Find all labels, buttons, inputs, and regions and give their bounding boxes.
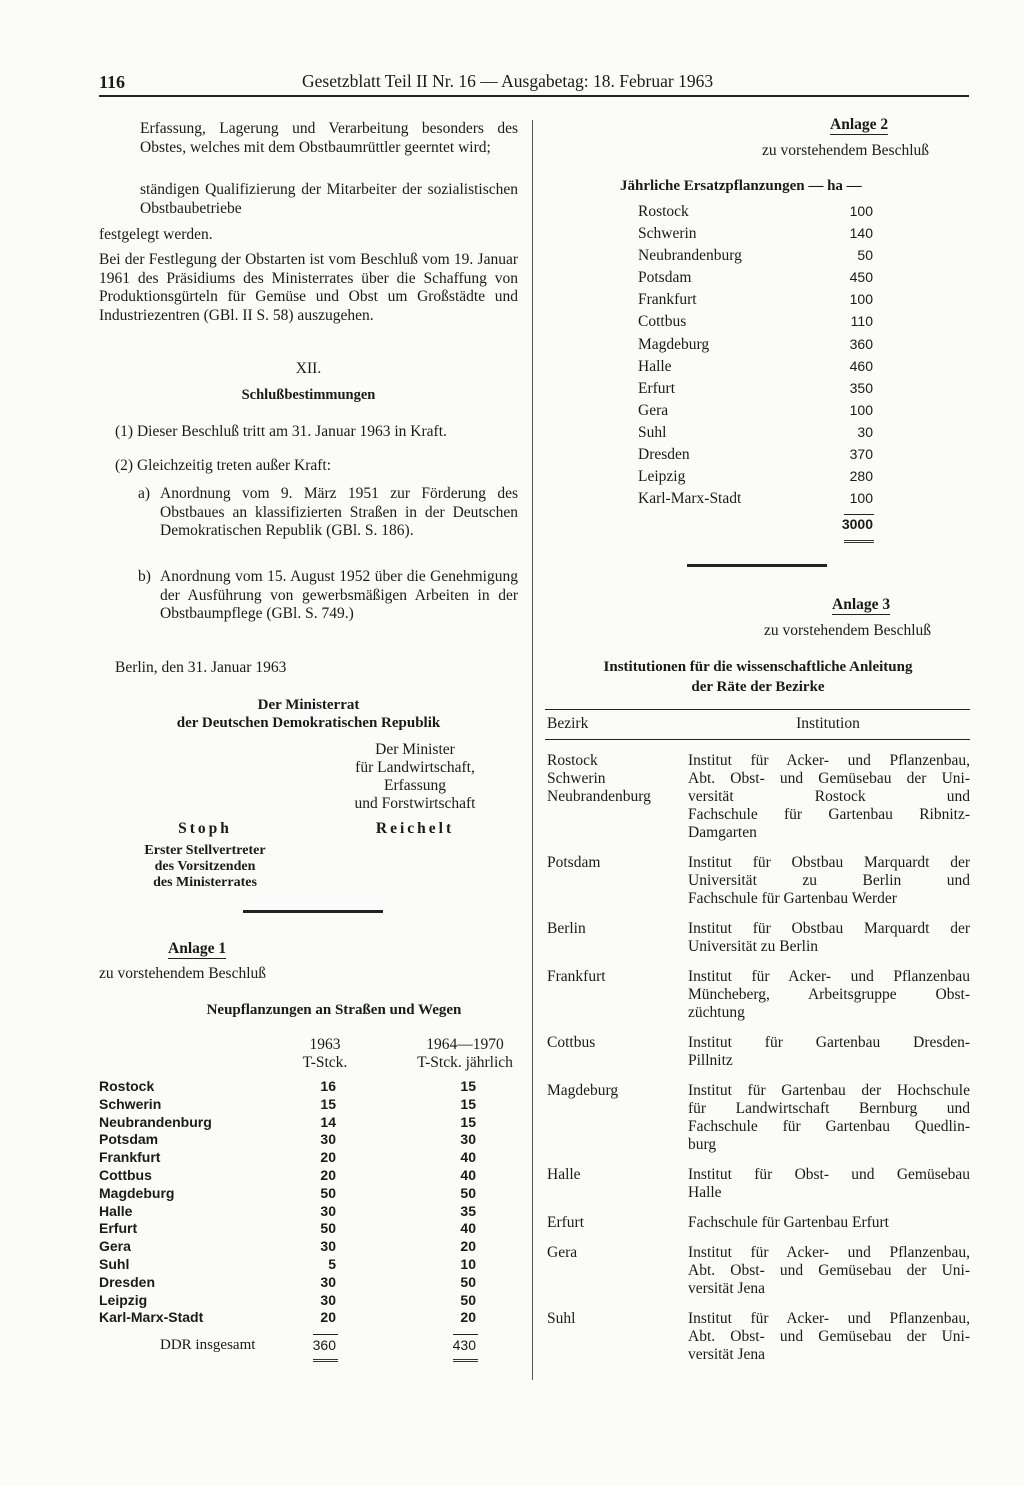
district-name: Halle [99, 1202, 133, 1219]
page-number: 116 [99, 72, 126, 92]
anlage3-heading [548, 657, 968, 697]
institution-line: Fachschule für Gartenbau Werder [688, 890, 897, 907]
institution-line: Fachschule für Gartenbau Quedlin- [688, 1118, 970, 1135]
district-name: Rostock [99, 1078, 155, 1094]
institution-line: Institut für Gartenbau Dresden- [688, 1034, 970, 1051]
bezirk-cell [547, 752, 682, 806]
value-1964-1970: 50 [460, 1184, 476, 1201]
anlage2-heading: Jährliche Ersatzpflanzungen — ha — [620, 178, 862, 194]
table-row [99, 1292, 519, 1310]
signature-stoph: Stoph [178, 820, 232, 837]
table-row [99, 1220, 519, 1238]
anlage1-total-6470: 430 [452, 1337, 476, 1353]
district-name: Neubrandenburg [99, 1113, 212, 1130]
table-row [99, 1256, 519, 1274]
hectares: 360 [849, 335, 873, 352]
table-row [547, 1310, 969, 1376]
value-1963: 30 [320, 1273, 336, 1290]
table-row [547, 854, 969, 920]
bezirk-line: Magdeburg [547, 1082, 619, 1099]
institution-line: Institut für Acker- und Pflanzenbau, [688, 1244, 970, 1261]
value-1963: 30 [320, 1131, 336, 1148]
column-divider [532, 120, 533, 1380]
district-name: Erfurt [99, 1220, 138, 1237]
anlage2-title [830, 116, 888, 134]
institution-cell [688, 1166, 970, 1202]
table-row [99, 1185, 519, 1203]
anlage3-heading-line-2: der Räte der Bezirke [691, 679, 825, 695]
table-row [99, 1309, 519, 1327]
separator-rule-right [687, 564, 827, 567]
district-name: Erfurt [638, 379, 676, 397]
bezirk-line: Potsdam [547, 854, 601, 871]
value-1963: 20 [320, 1166, 336, 1183]
value-1964-1970: 40 [460, 1149, 476, 1166]
table-row [638, 490, 878, 512]
institution-line: Fachschule für Gartenbau Erfurt [688, 1214, 889, 1231]
table-row [99, 1203, 519, 1221]
col-head-line: T-Stck. jährlich [417, 1054, 513, 1071]
anlage2-total: 3000 [841, 516, 873, 532]
hectares: 350 [849, 379, 873, 396]
institution-line: burg [688, 1136, 717, 1153]
item-a-text: Anordnung vom 9. März 1951 zur Förderung des Obstbaues an klassifizierten Straßen in der Deutschen Demokratischen Republik (GBl. S. 186). [160, 485, 518, 539]
clause-2: (2) Gleichzeitig treten außer Kraft: [115, 457, 332, 474]
anlage1-col-1963 [285, 1036, 365, 1072]
stoph-title-line: Erster Stellvertreter [144, 843, 266, 858]
paragraph-obstarten: Bei der Festlegung der Obstarten ist vom Beschluß vom 19. Januar 1961 des Präsidiums des Ministerrates über die Schaffung von Produktionsgürteln für Gemüse und Obst um Großstädte und Industriezentren (GBl. II S. 58) auszugehen. [99, 251, 518, 324]
signature-reichelt: Reichelt [375, 820, 455, 837]
minister-line: Der Minister [375, 741, 455, 758]
table-row [638, 247, 878, 269]
district-name: Dresden [99, 1273, 156, 1290]
district-name: Karl-Marx-Stadt [99, 1309, 204, 1326]
anlage1-subtitle: zu vorstehendem Beschluß [99, 965, 267, 982]
anlage3-col-institution: Institution [796, 715, 860, 732]
value-1964-1970: 15 [460, 1113, 476, 1130]
item-b-label: b) [138, 568, 151, 585]
anlage2-total-rule [844, 538, 874, 543]
anlage1-title [168, 940, 226, 958]
anlage3-title [832, 596, 890, 614]
institution-line: Universität zu Berlin [688, 938, 818, 955]
bezirk-line: Cottbus [547, 1034, 596, 1051]
total-rule-1963 [313, 1357, 338, 1362]
value-1964-1970: 40 [460, 1220, 476, 1237]
district-name: Neubrandenburg [638, 247, 742, 265]
anlage1-col-6470 [400, 1036, 530, 1072]
anlage3-title-text: Anlage 3 [832, 596, 891, 613]
value-1964-1970: 20 [460, 1238, 476, 1255]
district-name: Dresden [638, 446, 690, 464]
table-row [547, 1166, 969, 1214]
header-rule [99, 95, 969, 97]
value-1963: 50 [320, 1184, 336, 1201]
running-title: Gesetzblatt Teil II Nr. 16 — Ausgabetag: 18. Februar 1963 [302, 71, 714, 91]
total-rule-6470-top [453, 1334, 478, 1335]
district-name: Schwerin [99, 1095, 162, 1112]
anlage2-title-text: Anlage 2 [830, 116, 889, 133]
institution-line: Institut für Acker- und Pflanzenbau, [688, 1310, 970, 1327]
table-row [547, 1082, 969, 1166]
institution-line: Fachschule für Gartenbau Ribnitz- [688, 806, 970, 823]
hectares: 100 [849, 291, 873, 308]
institution-line: versität Rostock und [688, 788, 970, 805]
institution-line: Universität zu Berlin und [688, 872, 970, 889]
institution-line: versität Jena [688, 1280, 766, 1297]
value-1964-1970: 30 [460, 1131, 476, 1148]
value-1964-1970: 40 [460, 1166, 476, 1183]
institution-line: Pillnitz [688, 1052, 733, 1069]
value-1964-1970: 35 [460, 1202, 476, 1219]
district-name: Leipzig [99, 1291, 148, 1308]
hectares: 100 [849, 203, 873, 219]
bezirk-line: Rostock [547, 752, 598, 769]
table-row [547, 920, 969, 968]
intro-item-1: Erfassung, Lagerung und Verarbeitung besonders des Obstes, welches mit dem Obstbaumrüttler geerntet wird; [140, 120, 518, 156]
council-line-1: Der Ministerrat [257, 697, 360, 713]
table-row [99, 1078, 519, 1096]
district-name: Potsdam [638, 269, 692, 287]
table-row [638, 380, 878, 402]
value-1963: 30 [320, 1238, 336, 1255]
stoph-title-line: des Vorsitzenden [154, 859, 256, 874]
district-name: Suhl [99, 1255, 130, 1272]
table-row [638, 468, 878, 490]
anlage3-table-top-rule [545, 709, 970, 710]
hectares: 140 [849, 225, 873, 242]
bezirk-line: Gera [547, 1244, 578, 1261]
district-name: Gera [99, 1238, 131, 1255]
institution-cell [688, 968, 970, 1022]
institution-line: Damgarten [688, 824, 757, 841]
bezirk-line: Schwerin [547, 770, 606, 787]
anlage3-table [547, 752, 969, 1376]
minister-line: und Forstwirtschaft [354, 795, 476, 812]
table-row [99, 1149, 519, 1167]
anlage2-table [638, 203, 878, 512]
table-row [638, 358, 878, 380]
clause-1: (1) Dieser Beschluß tritt am 31. Januar 1963 in Kraft. [115, 423, 447, 440]
institution-cell [688, 752, 970, 842]
anlage1-heading: Neupflanzungen an Straßen und Wegen [206, 1002, 462, 1018]
institution-line: züchtung [688, 1004, 745, 1021]
value-1963: 30 [320, 1291, 336, 1308]
district-name: Cottbus [99, 1166, 152, 1183]
bezirk-cell [547, 1034, 682, 1052]
table-row [99, 1114, 519, 1132]
item-b-text: Anordnung vom 15. August 1952 über die Genehmigung der Ausführung von gewerbsmäßigen Arbeiten in der Obstbaumpflege (GBl. S. 749.) [160, 568, 518, 622]
intro-item-2: ständigen Qualifizierung der Mitarbeiter der sozialistischen Obstbaubetriebe [140, 181, 518, 217]
anlage1-total-label: DDR insgesamt [160, 1337, 256, 1353]
institution-line: Institut für Obstbau Marquardt der [688, 920, 970, 937]
bezirk-cell [547, 968, 682, 986]
institution-line: Institut für Acker- und Pflanzenbau [688, 968, 970, 985]
table-row [638, 336, 878, 358]
table-row [99, 1274, 519, 1292]
district-name: Karl-Marx-Stadt [638, 490, 742, 508]
value-1963: 16 [320, 1078, 336, 1094]
total-rule-1963-top [313, 1334, 338, 1335]
value-1964-1970: 20 [460, 1309, 476, 1326]
institution-cell [688, 1244, 970, 1298]
table-row [99, 1167, 519, 1185]
value-1964-1970: 15 [460, 1095, 476, 1112]
value-1964-1970: 15 [460, 1078, 476, 1094]
district-name: Leipzig [638, 468, 686, 486]
district-name: Schwerin [638, 225, 697, 243]
institution-line: Müncheberg, Arbeitsgruppe Obst- [688, 986, 970, 1003]
council-line-2: der Deutschen Demokratischen Republik [176, 715, 441, 731]
table-row [547, 752, 969, 854]
hectares: 370 [849, 446, 873, 463]
table-row [547, 1034, 969, 1082]
anlage2-subtitle: zu vorstehendem Beschluß [762, 142, 930, 159]
table-row [638, 203, 878, 225]
hectares: 110 [850, 313, 873, 330]
district-name: Frankfurt [99, 1149, 161, 1166]
institution-line: für Landwirtschaft Bernburg und [688, 1100, 970, 1117]
anlage2-total-top-rule [844, 514, 874, 515]
table-row [547, 1214, 969, 1244]
bezirk-line: Frankfurt [547, 968, 606, 985]
table-row [99, 1131, 519, 1149]
bezirk-line: Suhl [547, 1310, 576, 1327]
anlage1-total-1963: 360 [312, 1337, 336, 1353]
value-1964-1970: 50 [460, 1291, 476, 1308]
anlage1-title-text: Anlage 1 [168, 940, 227, 957]
district-name: Rostock [638, 203, 689, 220]
section-title: Schlußbestimmungen [241, 387, 376, 403]
district-name: Suhl [638, 423, 667, 441]
bezirk-line: Halle [547, 1166, 581, 1183]
col-head-line: 1964—1970 [426, 1036, 504, 1053]
value-1963: 30 [320, 1202, 336, 1219]
table-row [638, 269, 878, 291]
table-row [638, 402, 878, 424]
district-name: Potsdam [99, 1131, 159, 1148]
value-1964-1970: 50 [460, 1273, 476, 1290]
hectares: 30 [857, 423, 873, 440]
stoph-title-block [125, 843, 285, 891]
value-1964-1970: 10 [460, 1255, 476, 1272]
col-head-line: 1963 [309, 1036, 341, 1053]
institution-cell [688, 1310, 970, 1364]
institution-cell [688, 1082, 970, 1154]
anlage1-table [99, 1078, 519, 1327]
hectares: 460 [849, 357, 873, 374]
anlage3-col-bezirk: Bezirk [547, 715, 589, 732]
institution-line: Institut für Gartenbau der Hochschule [688, 1082, 970, 1099]
total-rule-6470 [453, 1357, 478, 1362]
hectares: 100 [849, 490, 873, 507]
minister-line: Erfassung [384, 777, 446, 794]
table-row [638, 446, 878, 468]
value-1963: 20 [320, 1309, 336, 1326]
bezirk-line: Neubrandenburg [547, 788, 651, 805]
institution-cell [688, 1214, 970, 1232]
district-name: Frankfurt [638, 291, 697, 309]
bezirk-cell [547, 1310, 682, 1328]
value-1963: 50 [320, 1220, 336, 1237]
value-1963: 20 [320, 1149, 336, 1166]
separator-rule-left [243, 910, 383, 913]
institution-line: Institut für Obstbau Marquardt der [688, 854, 970, 871]
district-name: Magdeburg [99, 1184, 175, 1201]
table-row [99, 1096, 519, 1114]
anlage3-table-header-rule [545, 739, 970, 740]
table-row [638, 291, 878, 313]
anlage3-heading-line-1: Institutionen für die wissenschaftliche Anleitung [603, 659, 913, 675]
bezirk-cell [547, 1214, 682, 1232]
place-date: Berlin, den 31. Januar 1963 [115, 659, 287, 676]
minister-block [315, 741, 515, 813]
hectares: 280 [849, 468, 873, 485]
bezirk-line: Berlin [547, 920, 586, 937]
institution-line: Abt. Obst- und Gemüsebau der Uni- [688, 770, 970, 787]
bezirk-cell [547, 854, 682, 872]
bezirk-cell [547, 1244, 682, 1262]
institution-line: Abt. Obst- und Gemüsebau der Uni- [688, 1328, 970, 1345]
hectares: 50 [857, 247, 873, 264]
value-1963: 5 [328, 1255, 336, 1272]
value-1963: 15 [320, 1095, 336, 1112]
table-row [99, 1238, 519, 1256]
bezirk-cell [547, 920, 682, 938]
section-number: XII. [295, 360, 322, 377]
institution-line: Institut für Obst- und Gemüsebau [688, 1166, 970, 1183]
district-name: Magdeburg [638, 335, 710, 353]
district-name: Cottbus [638, 313, 687, 331]
minister-line: für Landwirtschaft, [355, 759, 475, 776]
stoph-title-line: des Ministerrates [153, 875, 257, 890]
institution-line: Abt. Obst- und Gemüsebau der Uni- [688, 1262, 970, 1279]
table-row [638, 313, 878, 335]
bezirk-cell [547, 1166, 682, 1184]
festgelegt-text: festgelegt werden. [99, 226, 213, 243]
table-row [547, 1244, 969, 1310]
institution-line: versität Jena [688, 1346, 766, 1363]
hectares: 100 [849, 401, 873, 418]
value-1963: 14 [320, 1113, 336, 1130]
institution-line: Institut für Acker- und Pflanzenbau, [688, 752, 970, 769]
hectares: 450 [849, 269, 873, 286]
table-row [638, 225, 878, 247]
col-head-line: T-Stck. [302, 1054, 348, 1071]
table-row [547, 968, 969, 1034]
anlage3-subtitle: zu vorstehendem Beschluß [764, 622, 932, 639]
institution-line: Halle [688, 1184, 722, 1201]
table-row [638, 424, 878, 446]
item-a-label: a) [138, 485, 151, 502]
bezirk-cell [547, 1082, 682, 1100]
institution-cell [688, 854, 970, 908]
district-name: Halle [638, 357, 672, 375]
institution-cell [688, 920, 970, 956]
district-name: Gera [638, 401, 669, 419]
institution-cell [688, 1034, 970, 1070]
bezirk-line: Erfurt [547, 1214, 585, 1231]
